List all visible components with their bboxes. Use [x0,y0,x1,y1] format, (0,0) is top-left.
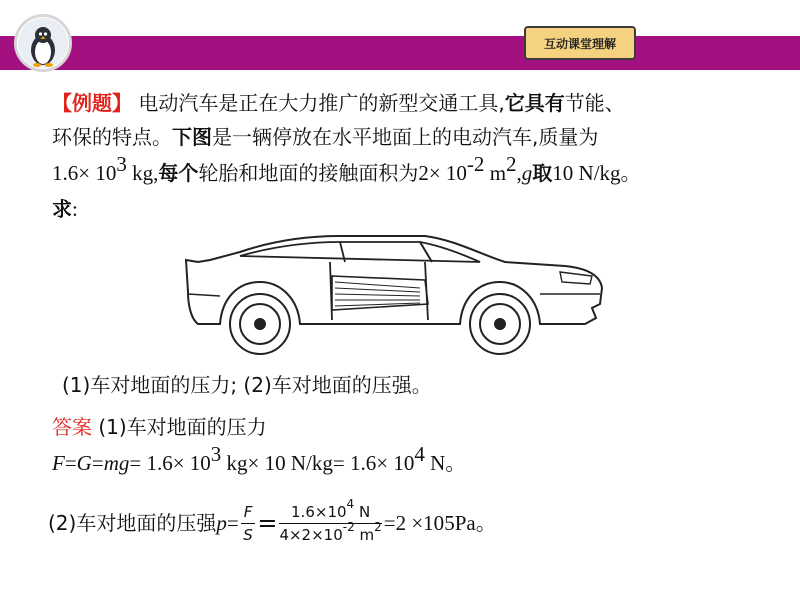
pressure-formula-fraction: $\frac{F}{S}$ [241,501,256,546]
penguin-logo-icon [14,14,72,72]
problem-line-4: 求: [52,197,78,221]
problem-line-3: $1.6\times 10^3$ kg,每个轮胎和地面的接触面积为$2\times 10^{-2}$ $m^2,g$取10 N/kg。 [52,152,642,185]
problem-line-1: 【例题】 电动汽车是正在大力推广的新型交通工具,它具有节能、 [52,91,625,115]
interactive-class-button[interactable]: 互动课堂理解 [524,26,636,60]
sports-car-drawing [180,232,610,356]
answer-equation-1: $F=G=mg= 1.6\times 10^3$ kg× 10 $N/kg= 1.6\times 10^4$ N。 [52,442,467,475]
answer-equation-2: (2)车对地面的压强 p = $\frac{F}{S}$ = $\frac{1.6\times 10^4 N}{4\times 2\times 10^{-2} m^2}$ =2 ×10 5 Pa。 [48,496,497,544]
answer-label: 答案 [52,415,92,439]
question-line: (1)车对地面的压力; (2)车对地面的压强。 [62,373,432,397]
example-tag: 【例题】 [52,91,132,115]
problem-line-2: 环保的特点。下图是一辆停放在水平地面上的电动汽车,质量为 [52,125,599,149]
pressure-value-fraction: $\frac{1.6\times 10^4 N}{4\times 2\times 10^{-2} m^2}$ [279,496,382,544]
answer-line-1: 答案 (1)车对地面的压力 [52,415,267,439]
header-bar [0,36,800,70]
